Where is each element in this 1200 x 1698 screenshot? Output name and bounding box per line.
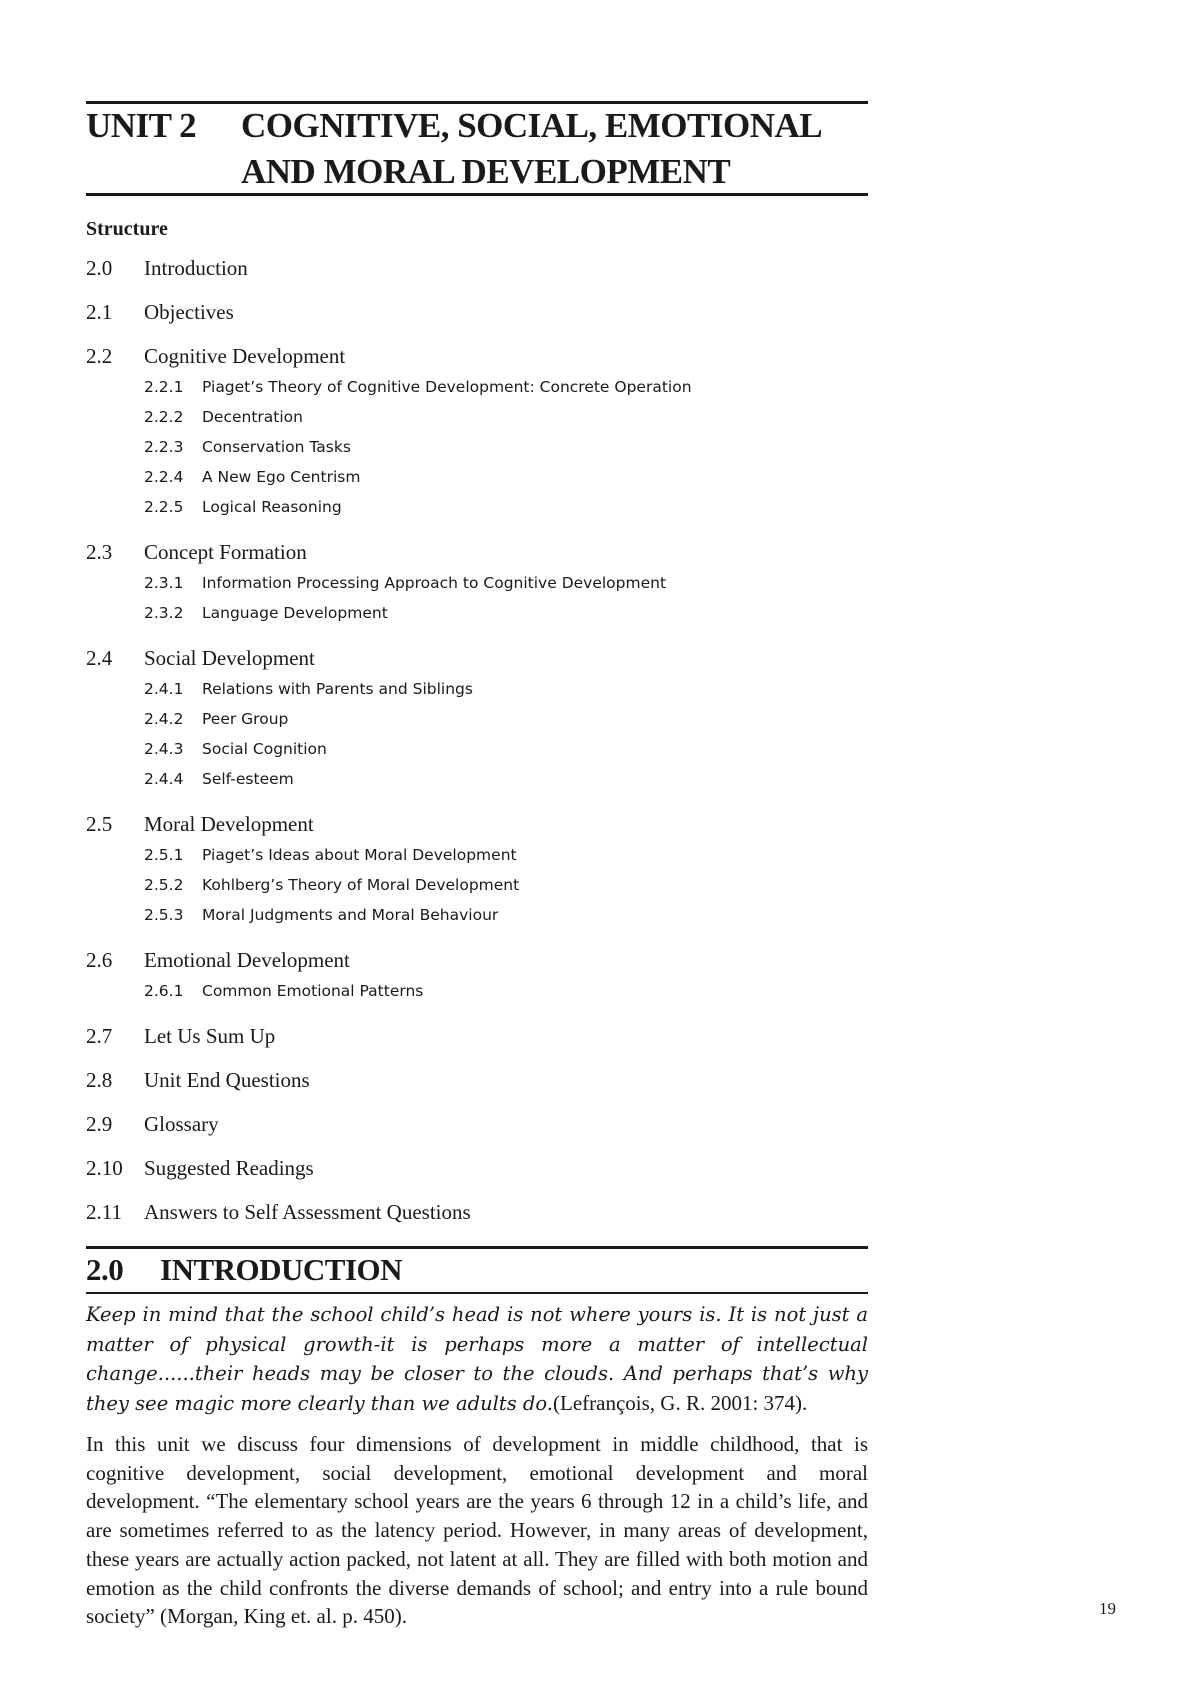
toc-subitem — [86, 770, 868, 800]
toc-item-label: Social Development — [144, 646, 315, 670]
toc-item-number: 2.8 — [86, 1068, 113, 1092]
quote-text: Keep in mind that the school child’s head is not where yours is. It is not just a matter of physical growth-it is perhaps more a matter of intellectual change......their heads may be closer to the clouds. And perhaps that’s why they see magic more clearly than we adults do. — [86, 1303, 868, 1415]
intro-bottom-rule — [86, 1292, 868, 1294]
toc-item-number: 2.7 — [86, 1024, 113, 1048]
toc-item — [86, 1068, 868, 1112]
epigraph-quote — [86, 1300, 868, 1418]
toc-item — [86, 646, 868, 680]
toc-item-label: Answers to Self Assessment Questions — [144, 1200, 471, 1224]
toc-subitem-number: 2.5.2 — [144, 876, 184, 894]
title-bottom-rule — [86, 193, 868, 196]
toc-item-number: 2.10 — [86, 1156, 123, 1180]
toc-subitem — [86, 604, 868, 634]
toc-item — [86, 1200, 868, 1244]
toc-item-number: 2.3 — [86, 540, 113, 564]
toc-subitem-label: Information Processing Approach to Cognitive Development — [202, 574, 667, 592]
toc-item-number: 2.9 — [86, 1112, 113, 1136]
toc-subitem-number: 2.4.4 — [144, 770, 184, 788]
toc-subitem-number: 2.5.1 — [144, 846, 184, 864]
toc-subitem-label: Logical Reasoning — [202, 498, 342, 516]
toc-item-label: Emotional Development — [144, 948, 350, 972]
toc-subitem — [86, 982, 868, 1012]
toc-item-number: 2.0 — [86, 256, 113, 280]
toc-subitem-number: 2.3.1 — [144, 574, 184, 592]
toc-subitem — [86, 408, 868, 438]
quote-citation: (Lefrançois, G. R. 2001: 374). — [553, 1390, 808, 1415]
toc-subitem-number: 2.4.1 — [144, 680, 184, 698]
table-of-contents — [86, 256, 868, 1244]
toc-item-label: Cognitive Development — [144, 344, 346, 368]
toc-subitem-label: Piaget’s Theory of Cognitive Development: Concrete Operation — [202, 378, 692, 396]
toc-subitem — [86, 438, 868, 468]
toc-subitem-label: Language Development — [202, 604, 388, 622]
toc-subitem-label: Social Cognition — [202, 740, 327, 758]
unit-title-line-1: COGNITIVE, SOCIAL, EMOTIONAL — [241, 106, 823, 145]
toc-item-label: Concept Formation — [144, 540, 307, 564]
toc-item-label: Objectives — [144, 300, 234, 324]
section-title: INTRODUCTION — [160, 1252, 403, 1287]
section-heading-introduction — [86, 1250, 402, 1290]
unit-title-line-2: AND MORAL DEVELOPMENT — [241, 152, 731, 191]
toc-subitem — [86, 710, 868, 740]
toc-subitem-label: Relations with Parents and Siblings — [202, 680, 473, 698]
section-number: 2.0 — [86, 1252, 124, 1287]
toc-item — [86, 812, 868, 846]
toc-subitem-label: Self-esteem — [202, 770, 294, 788]
toc-item-number: 2.4 — [86, 646, 113, 670]
toc-subitem-number: 2.2.4 — [144, 468, 184, 486]
toc-item — [86, 540, 868, 574]
toc-item-number: 2.2 — [86, 344, 113, 368]
toc-item-label: Moral Development — [144, 812, 314, 836]
toc-subitem-label: Kohlberg’s Theory of Moral Development — [202, 876, 520, 894]
toc-subitem-number: 2.4.2 — [144, 710, 184, 728]
toc-subitem — [86, 740, 868, 770]
page-number: 19 — [1099, 1599, 1116, 1618]
toc-item-number: 2.5 — [86, 812, 113, 836]
toc-item — [86, 1024, 868, 1068]
toc-subitem — [86, 468, 868, 498]
toc-subitem-label: Common Emotional Patterns — [202, 982, 424, 1000]
toc-subitem-label: A New Ego Centrism — [202, 468, 361, 486]
structure-label: Structure — [86, 218, 168, 240]
toc-subitem — [86, 378, 868, 408]
intro-paragraph: In this unit we discuss four dimensions of development in middle childhood, that is cognitive development, social development, emotional development and moral development. “The elementary school years are the years 6 through 12 in a child’s life, and are sometimes referred to as the latency period. However, in many areas of development, these years are actually action packed, not latent at all. They are filled with both motion and emotion as the child confronts the diverse demands of school; and entry into a rule bound society” (Morgan, King et. al. p. 450). — [86, 1432, 868, 1629]
toc-subitem-number: 2.5.3 — [144, 906, 184, 924]
toc-subitem-number: 2.6.1 — [144, 982, 184, 1000]
toc-subitem-label: Conservation Tasks — [202, 438, 351, 456]
toc-item-label: Suggested Readings — [144, 1156, 314, 1180]
toc-subitem-number: 2.4.3 — [144, 740, 184, 758]
toc-item-number: 2.6 — [86, 948, 113, 972]
toc-subitem-label: Moral Judgments and Moral Behaviour — [202, 906, 499, 924]
toc-subitem-number: 2.2.2 — [144, 408, 184, 426]
toc-item-label: Let Us Sum Up — [144, 1024, 276, 1048]
toc-subitem — [86, 680, 868, 710]
toc-item — [86, 256, 868, 300]
toc-item-number: 2.11 — [86, 1200, 122, 1224]
toc-subitem — [86, 906, 868, 936]
toc-item — [86, 300, 868, 344]
toc-subitem-number: 2.3.2 — [144, 604, 184, 622]
toc-subitem — [86, 876, 868, 906]
toc-subitem-label: Decentration — [202, 408, 303, 426]
toc-item — [86, 1156, 868, 1200]
toc-item — [86, 344, 868, 378]
toc-subitem-label: Piaget’s Ideas about Moral Development — [202, 846, 517, 864]
toc-item-label: Introduction — [144, 256, 248, 280]
unit-number: UNIT 2 — [86, 106, 197, 145]
toc-subitem-label: Peer Group — [202, 710, 289, 728]
toc-item-number: 2.1 — [86, 300, 113, 324]
toc-subitem-number: 2.2.1 — [144, 378, 184, 396]
toc-item-label: Unit End Questions — [144, 1068, 310, 1092]
toc-subitem — [86, 846, 868, 876]
unit-title — [241, 103, 881, 195]
toc-subitem-number: 2.2.3 — [144, 438, 184, 456]
toc-subitem-number: 2.2.5 — [144, 498, 184, 516]
toc-item-label: Glossary — [144, 1112, 219, 1136]
toc-subitem — [86, 498, 868, 528]
toc-item — [86, 948, 868, 982]
intro-top-rule — [86, 1246, 868, 1249]
toc-subitem — [86, 574, 868, 604]
toc-item — [86, 1112, 868, 1156]
